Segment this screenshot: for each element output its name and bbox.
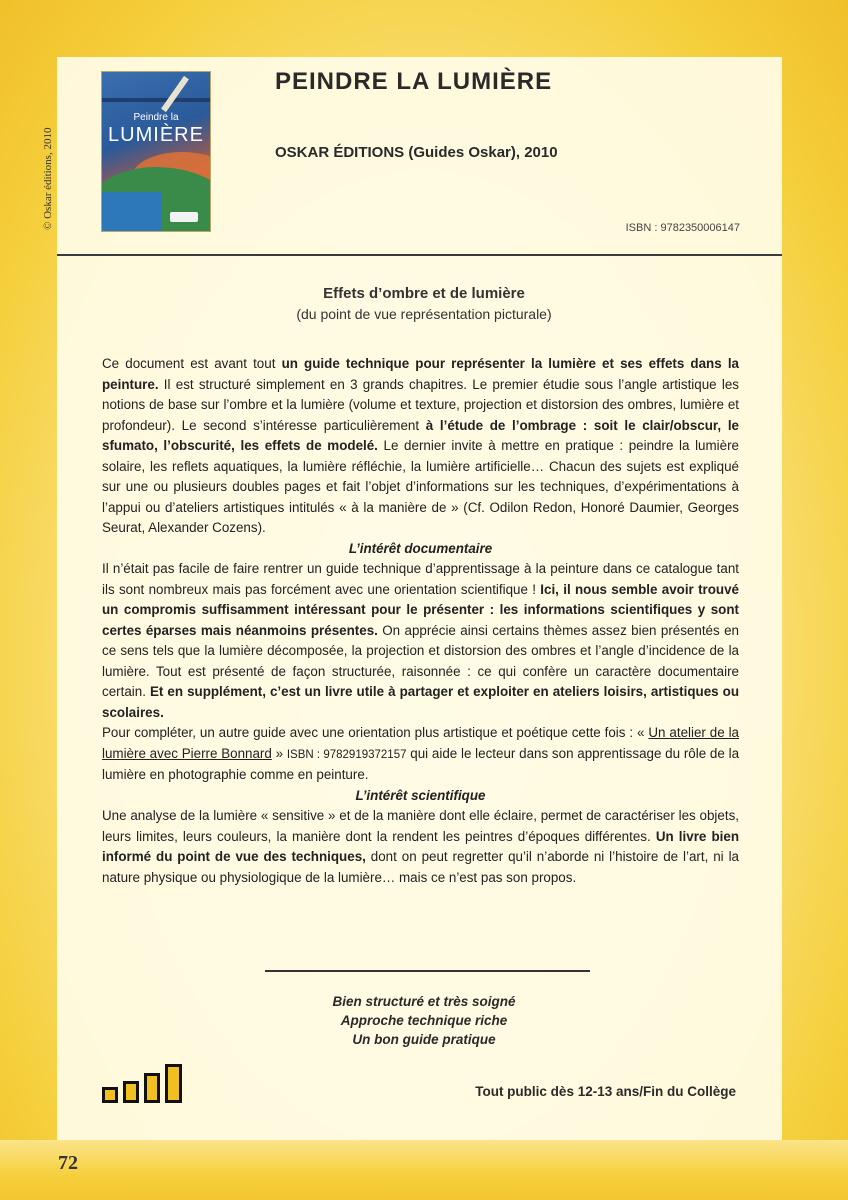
background-band — [0, 1140, 848, 1200]
paragraph-2: Il n’était pas facile de faire rentrer un guide technique d’apprentissage à la peinture dans ce catalogue tant ils sont nombreux mais pas forcément avec une orientation scientifique ! Ici, il nous semble avoir trouvé un compromis suffisamment intéressant pour le présenter : les informations scientifiques y sont certes éparses mais néanmoins présentes. On apprécie ainsi certains thèmes assez bien présentés en ce sens tels que la lumière décomposée, la projection et distorsion des ombres et l’angle d’incidence de la lumière. Tout est présenté de façon structurée, raisonnée : ce qui confère un caractère documentaire certain. Et en supplément, c’est un livre utile à partager et exploiter en ateliers loisirs, artistiques ou scolaires. — [102, 561, 740, 720]
cover-subtitle: Peindre la — [133, 112, 179, 123]
rating-bar — [146, 1075, 159, 1102]
target-audience: Tout public dès 12-13 ans/Fin du Collège — [475, 1084, 736, 1099]
header-divider — [57, 254, 782, 256]
verdict-divider — [265, 970, 590, 972]
verdict-line: Bien structuré et très soigné — [332, 994, 516, 1009]
related-book-link[interactable]: Un atelier de la lumière avec Pierre Bonnard — [102, 725, 739, 761]
section-heading: Effets d’ombre et de lumière — [323, 285, 525, 302]
rating-bars-icon — [102, 1064, 184, 1104]
paragraph-1: Ce document est avant tout un guide technique pour représenter la lumière et ses effets dans la peinture. Il est structuré simplement en 3 grands chapitres. Le premier étudie sous l’angle artistique les notions de base sur l’ombre et la lumière (volume et texture, projection et distorsion des ombres, lumière et profondeur). Le second s’intéresse particulièrement à l’étude de l’ombrage : soit le clair/obscur, le sfumato, l’obscurité, les effets de modelé. Le dernier invite à mettre en pratique : peindre la lumière solaire, les reflets aquatiques, la lumière réfléchie, la lumière artificielle… Chacun des sujets est expliqué sur une ou plusieurs doubles pages et fait l’objet d’informations sur les techniques, d’expérimentations à l’appui ou d’ateliers artistiques intitulés « à la manière de » (Cf. Odilon Redon, Honoré Daumier, Georges Seurat, Alexander Cozens). — [102, 356, 739, 535]
copyright-notice: © Oskar éditions, 2010 — [42, 127, 54, 230]
page-number: 72 — [58, 1152, 78, 1174]
section-title-documentaire: L’intérêt documentaire — [348, 540, 493, 556]
rating-bar — [167, 1066, 181, 1102]
section-subheading: (du point de vue représentation picturale) — [296, 306, 552, 322]
section-title-scientifique: L’intérêt scientifique — [355, 787, 486, 803]
rating-bar — [125, 1083, 138, 1102]
publisher-line: OSKAR ÉDITIONS (Guides Oskar), 2010 — [275, 144, 558, 161]
paragraph-3: Pour compléter, un autre guide avec une orientation plus artistique et poétique cette fois : « Un atelier de la lumière avec Pierre Bonnard » ISBN : 9782919372157 qui aide le lecteur dans son apprentissage du rôle de la lumière en photographie comme en peinture. — [102, 725, 740, 782]
review-body — [102, 354, 739, 888]
book-cover — [102, 72, 210, 231]
rating-bar — [104, 1089, 117, 1102]
paragraph-4: Une analyse de la lumière « sensitive » et de la manière dont elle éclaire, permet de caractériser les objets, leurs limites, leurs couleurs, la manière dont la rendent les peintres d’époques différentes. Un livre bien informé du point de vue des techniques, dont on peut regretter qu’il n’aborde ni l’histoire de l’art, ni la nature physique ou physiologique de la lumière… mais ce n’est pas son propos. — [102, 808, 740, 885]
verdict-block — [250, 992, 598, 1049]
isbn: ISBN : 9782350006147 — [625, 222, 740, 234]
book-title: PEINDRE LA LUMIÈRE — [275, 68, 553, 95]
verdict-line: Approche technique riche — [340, 1013, 508, 1028]
cover-title: LUMIÈRE — [108, 124, 204, 146]
verdict-line: Un bon guide pratique — [352, 1032, 496, 1047]
publisher-logo — [170, 212, 198, 222]
